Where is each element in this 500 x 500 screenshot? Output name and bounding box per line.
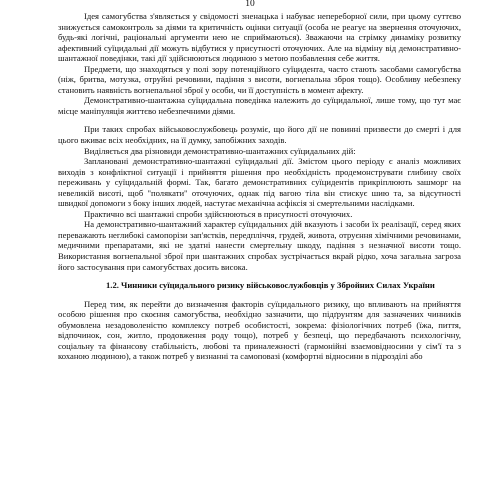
paragraph: При таких спробах військовослужбовець розуміє, що його дії не повинні призвести до смерті і для цього вживає всіх необхідних, на її думку, запобіжних заходів. xyxy=(58,124,461,146)
paragraph: Практично всі шантажні спроби здійснюються в присутності оточуючих. xyxy=(84,208,353,219)
section-gap xyxy=(58,272,461,280)
document-body xyxy=(58,11,461,362)
paragraph: Перед тим, як перейти до визначення факторів суїцидального ризику, що впливають на прийняття особою рішення про скоєння самогубства, необхідно зазначити, що підґрунтям для зазначених чинників обумовлена незадоволеністю комплексу потреб особистості, зокрема: фізіологічних потреб (їжа, пиття, відпочинок, сон, житло, продовження роду тощо), потреб у безпеці, що передбачають психологічну, соціальну та фінансову стабільність, любові та приналежності (гармонійні взаємовідносини у сім'ї та з коханою людиною), а також потреб у визнанні та самоповазі (комфортні відносини в підрозділі або xyxy=(58,298,461,362)
section-heading: 1.2. Чинники суїцидального ризику військовослужбовців у Збройних Силах України xyxy=(106,280,435,291)
page-number: 10 xyxy=(245,0,255,9)
paragraph: Предмети, що знаходяться у полі зору потенційного суїцидента, часто стають засобами самогубства (ніж, бритва, мотузка, отруйні речовини, падіння з висоти, вогнепальна зброя тощо). Особливу небезпеку становить наявність вогнепальної зброї у особи, чи її доступність в момент афекту. xyxy=(58,63,461,95)
paragraph-gap xyxy=(58,116,461,124)
section-gap xyxy=(58,291,461,299)
paragraph: Ідея самогубства з'являється у свідомості зненацька і набуває непереборної сили, при цьому суттєво знижується самоконтроль за діями та критичність оцінки ситуації (особа не реагує на звернення оточуючих, будь-які логічні, раціональні аргументи нею не сприймаються). Зважаючи на стрімку динаміку розвитку афективний суїцидальні дії можуть відбутися у присутності оточуючих. Але на відміну від демонстративно-шантажної поведінки, такі дії здійснюються людиною з метою позбавлення себе життя. xyxy=(58,11,461,64)
paragraph: Демонстративно-шантажна суїцидальна поведінка належить до суїцидальної, лише тому, що тут має місце маніпуляція життєво небезпечними діями. xyxy=(58,95,461,116)
paragraph: Заплановані демонстративно-шантажні суїцидальні дії. Змістом цього періоду є аналіз можливих виходів з конфліктної ситуації і прийняття рішення про необхідність продемонструвати глибину своїх переживань у суїцидальній формі. Так, багато демонстративних суїцидентів прикріплюють зашморг на невеликій висоті, щоб "полякати" оточуючих, однак під вагою тіла він стискує шию та, за відсутності швидкої допомоги з боку інших людей, настутає механічна асфіксія зі смертельними наслідками. xyxy=(58,156,461,209)
paragraph: Виділяється два різновиди демонстративно-шантажних суїцидальних дій: xyxy=(84,145,356,156)
paragraph: На демонстративно-шантажний характер суїцидальних дій вказують і засоби їх реалізації, серед яких переважають неглибокі самопорізи зап'ястків, передпліччя, грудей, живота, отруєння хімічними речовинами, медичними препаратами, які не здатні нанести смертельну шкоду, падіння з незначної висоти тощо. Використання вогнепальної зброї при шантажних спробах зустрічається вкрай рідко, хоча загальна загроза його застосування при самогубствах досить висока. xyxy=(58,219,461,272)
